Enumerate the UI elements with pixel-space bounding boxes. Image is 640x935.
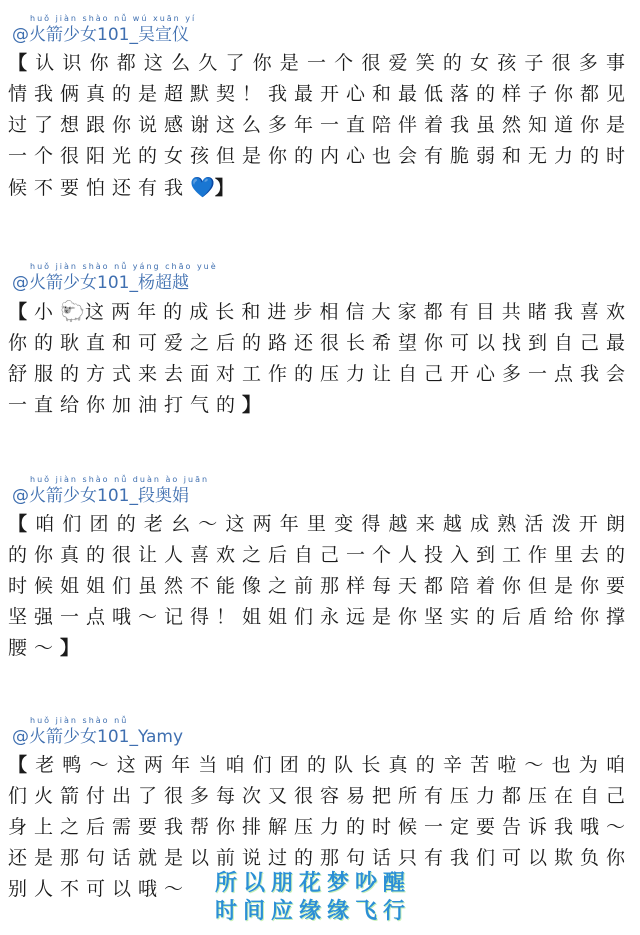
overlay-line-2: 时间应缘缘飞行	[215, 899, 412, 924]
close-bracket: 】	[242, 394, 269, 416]
mention-wuxuanyi[interactable]	[12, 14, 632, 46]
note-body	[8, 509, 632, 664]
blue-heart-icon: 💙	[190, 175, 215, 199]
mention-text: @火箭少女101_吴宣仪	[12, 25, 189, 45]
mention-yangchaoyue[interactable]	[12, 262, 632, 294]
note-text: 老鸭～这两年当咱们团的队长真的辛苦啦～也为咱们火箭付出了很多每次又很容易把所有压力都压在自己身上之后需要我帮你排解压力的时候一定要告诉我哦～还是那句话就是以前说过的那句话只有我们可以欺负你别人不可以哦～	[8, 754, 633, 900]
open-bracket: 【	[8, 301, 35, 323]
mention-pinyin: huǒ jiàn shào nǚ wú xuān yí	[30, 14, 197, 23]
mention-duanaojuan[interactable]	[12, 475, 632, 507]
mention-pinyin: huǒ jiàn shào nǚ yáng chāo yuè	[30, 262, 218, 271]
sheep-icon: 🐑	[60, 299, 86, 323]
note-3	[8, 475, 632, 664]
close-bracket: 】	[214, 177, 241, 199]
note-text: 认识你都这么久了你是一个很爱笑的女孩子很多事情我俩真的是超默契！我最开心和最低落的样子你都见过了想跟你说感谢这么多年一直陪伴着我虽然知道你是一个很阳光的女孩但是你的内心也会有脆弱和无力的时候不要怕还有我	[8, 52, 633, 199]
mention-pinyin: huǒ jiàn shào nǚ duàn ào juān	[30, 475, 210, 484]
note-text: 这两年的成长和进步相信大家都有目共睹我喜欢你的耿直和可爱之后的路还很长希望你可以找到自己最舒服的方式来去面对工作的压力让自己开心多一点我会一直给你加油打气的	[8, 301, 633, 416]
overlay-line-1: 所以朋花梦吵醒	[215, 871, 412, 896]
lyric-overlay	[215, 870, 411, 926]
note-body	[8, 296, 632, 421]
note-2	[8, 262, 632, 421]
note-text: 咱们团的老幺～这两年里变得越来越成熟活泼开朗的你真的很让人喜欢之后自己一个人投入到工作里去的时候姐姐们虽然不能像之前那样每天都陪着你但是你要坚强一点哦～记得！姐姐们永远是你坚实的后盾给你撑腰～	[8, 513, 633, 659]
open-bracket: 【	[8, 52, 36, 74]
open-bracket: 【	[8, 754, 36, 776]
mention-text: @火箭少女101_段奥娟	[12, 486, 189, 506]
note-1	[8, 14, 632, 204]
mention-pinyin: huǒ jiàn shào nǚ	[30, 716, 129, 725]
note-body	[8, 48, 632, 204]
mention-text: @火箭少女101_Yamy	[12, 727, 184, 747]
close-bracket: 】	[60, 637, 87, 659]
mention-text: @火箭少女101_杨超越	[12, 273, 189, 293]
open-bracket: 【	[8, 513, 36, 535]
mention-yamy[interactable]	[12, 716, 632, 748]
note-lead: 小	[34, 301, 61, 323]
